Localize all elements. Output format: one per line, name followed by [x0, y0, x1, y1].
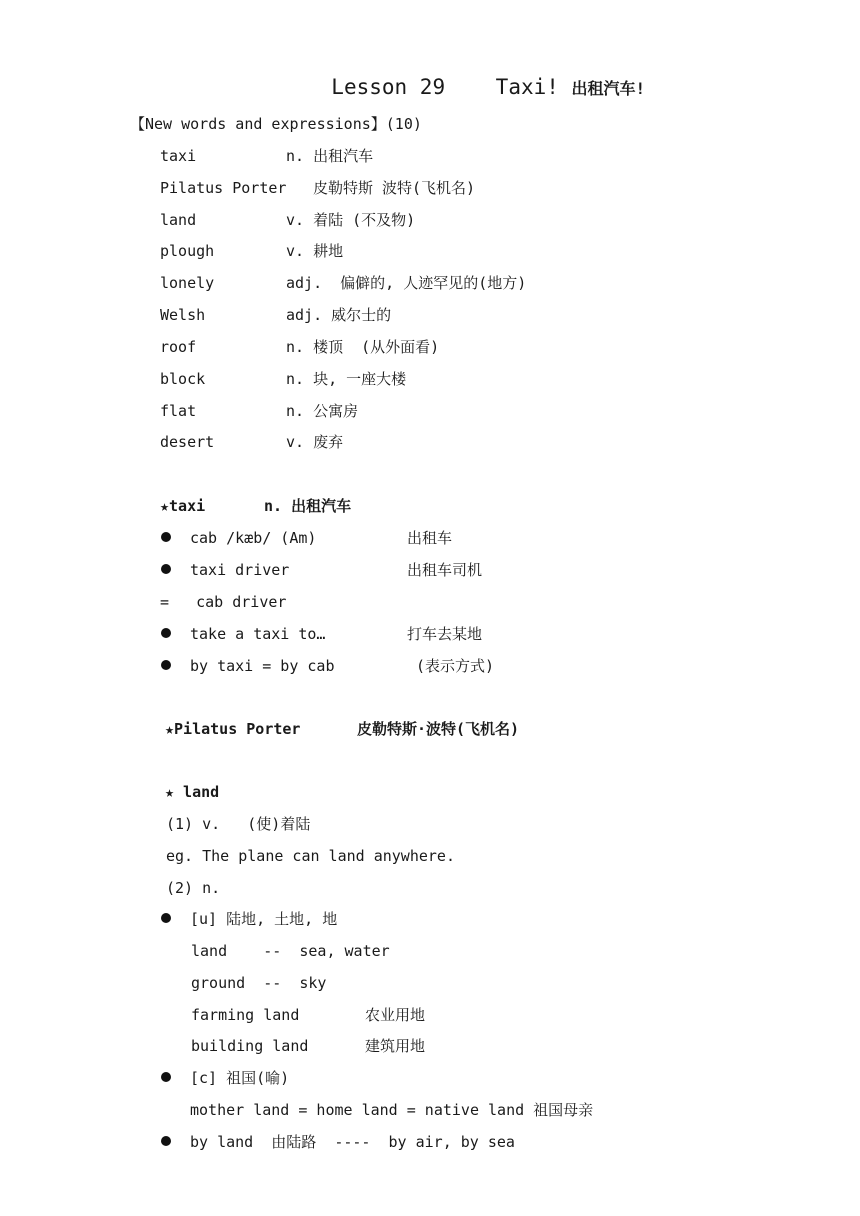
vocab-word: Welsh [160, 306, 206, 324]
taxi-phrase: taxi driver [190, 561, 290, 579]
bullet-icon [161, 660, 171, 670]
lesson-title: Taxi! [495, 75, 559, 99]
taxi-phrase-translation: 出租车司机 [407, 561, 483, 579]
new-words-header: 【New words and expressions】(10) [130, 115, 422, 133]
bullet-icon [161, 532, 171, 542]
land-phrase: farming land [191, 1006, 300, 1024]
lesson-title-chinese: 出租汽车! [571, 79, 646, 98]
taxi-phrase-translation: 打车去某地 [407, 625, 483, 643]
vocab-word: land [160, 211, 197, 229]
land-phrase: building land [191, 1037, 309, 1055]
land-heading: ★ land [165, 783, 220, 801]
lesson-number: Lesson 29 [331, 75, 446, 99]
vocab-word: taxi [160, 147, 197, 165]
land-phrase-translation: 建筑用地 [365, 1037, 426, 1055]
vocab-word: lonely [160, 274, 215, 292]
page-title [306, 45, 645, 103]
bullet-icon [161, 1072, 171, 1082]
vocab-word: desert [160, 433, 215, 451]
vocab-word: plough [160, 242, 215, 260]
vocab-definition: adj. 偏僻的, 人迹罕见的(地方) [286, 274, 527, 292]
land-example: eg. The plane can land anywhere. [166, 847, 455, 865]
taxi-equivalent: = cab driver [160, 593, 287, 611]
taxi-phrase: take a taxi to… [190, 625, 326, 643]
taxi-heading: ★taxi [160, 497, 206, 515]
vocab-word: Pilatus Porter [160, 179, 287, 197]
land-uncountable-meaning: [u] 陆地, 土地, 地 [190, 910, 338, 928]
taxi-phrase: by taxi = by cab [190, 657, 335, 675]
vocab-definition: adj. 威尔士的 [286, 306, 392, 324]
taxi-heading-definition: n. 出租汽车 [264, 497, 352, 515]
vocab-definition: n. 出租汽车 [286, 147, 374, 165]
bullet-icon [161, 1136, 171, 1146]
land-contrast-pair: land -- sea, water [191, 942, 390, 960]
ground-contrast-pair: ground -- sky [191, 974, 327, 992]
taxi-phrase-translation: (表示方式) [416, 657, 495, 675]
land-countable-meaning: [c] 祖国(喻) [190, 1069, 290, 1087]
land-sense-noun: (2) n. [166, 879, 221, 897]
vocab-definition: v. 着陆 (不及物) [286, 211, 416, 229]
bullet-icon [161, 913, 171, 923]
pilatus-definition: 皮勒特斯·波特(飞机名) [357, 720, 520, 738]
taxi-synonym: cab /kæb/ (Am) [190, 529, 317, 547]
vocab-word: roof [160, 338, 197, 356]
vocab-word: flat [160, 402, 197, 420]
vocab-definition: v. 耕地 [286, 242, 344, 260]
vocab-definition: n. 块, 一座大楼 [286, 370, 407, 388]
vocab-definition: n. 公寓房 [286, 402, 359, 420]
vocab-definition: v. 废弃 [286, 433, 344, 451]
taxi-synonym-translation: 出租车 [407, 529, 453, 547]
vocab-definition: n. 楼顶 (从外面看) [286, 338, 440, 356]
bullet-icon [161, 628, 171, 638]
motherland-phrase: mother land = home land = native land 祖国母亲 [190, 1101, 594, 1119]
by-land-phrase: by land 由陆路 ---- by air, by sea [190, 1133, 515, 1151]
bullet-icon [161, 564, 171, 574]
vocab-definition: 皮勒特斯 波特(飞机名) [313, 179, 476, 197]
land-sense-verb: (1) v. (使)着陆 [166, 815, 311, 833]
vocab-word: block [160, 370, 206, 388]
land-phrase-translation: 农业用地 [365, 1006, 426, 1024]
pilatus-heading: ★Pilatus Porter [165, 720, 301, 738]
